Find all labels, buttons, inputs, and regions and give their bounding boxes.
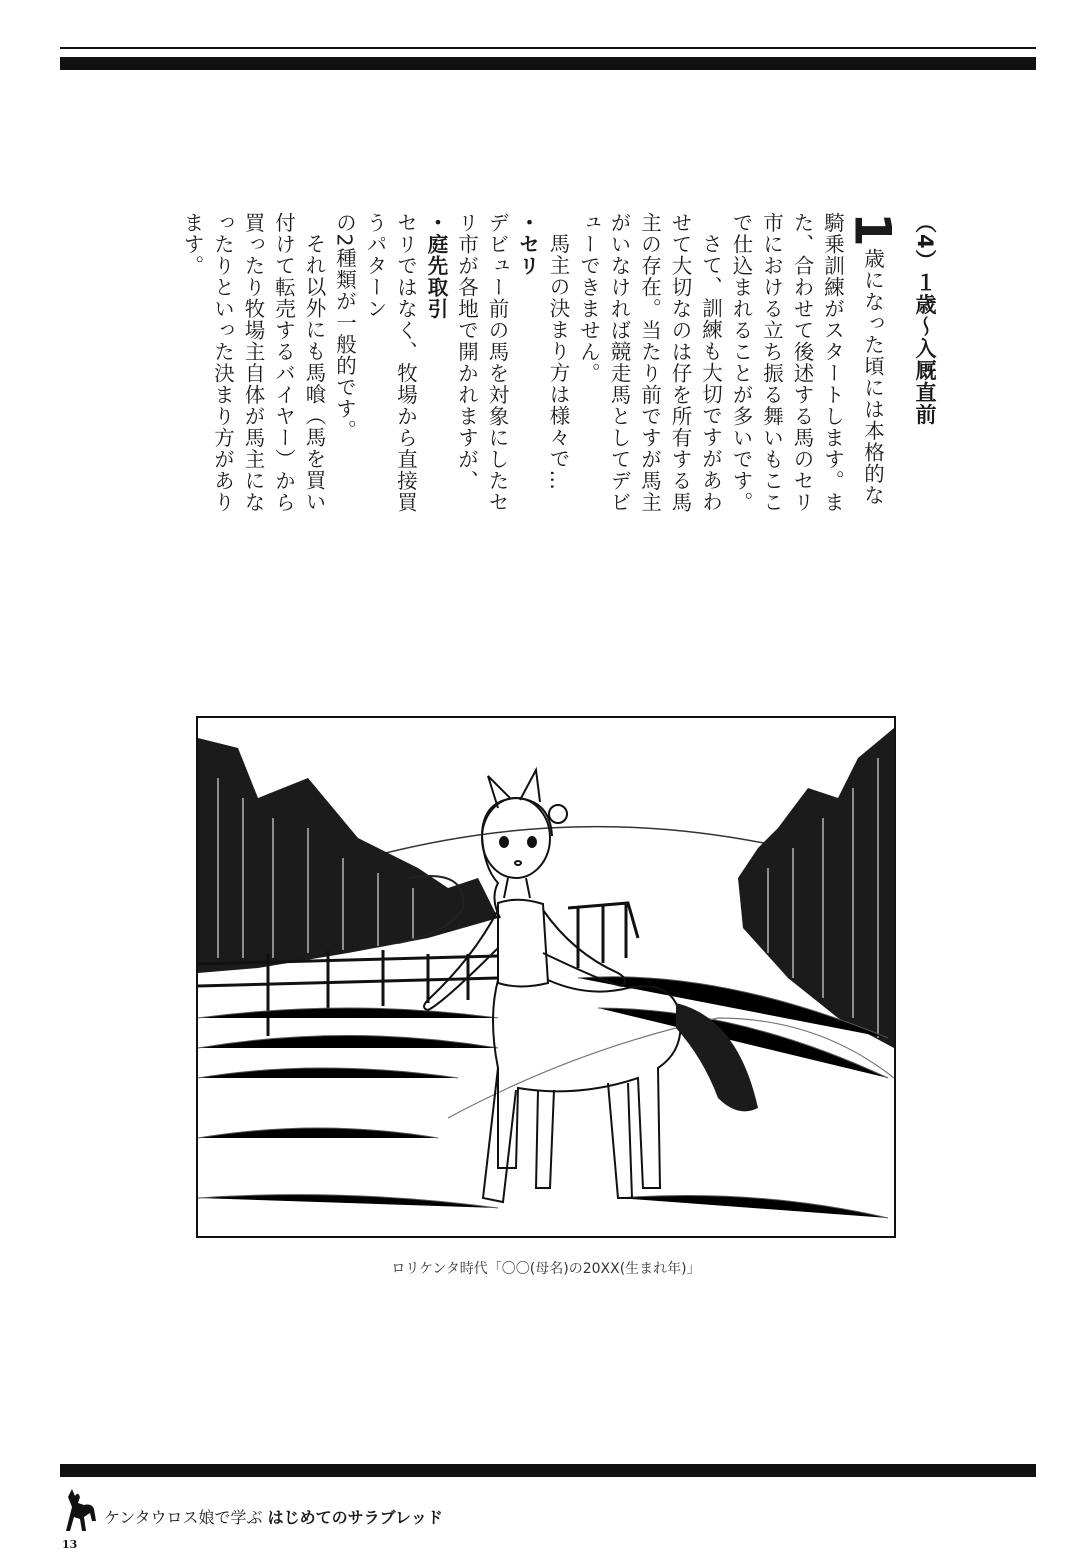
paragraph-6: の2種類が一般的です。: [332, 212, 357, 442]
body-text-vertical: [140, 212, 940, 522]
page-number: 13: [62, 1538, 78, 1551]
header-thick-rule: [60, 57, 1036, 70]
paragraph-4: デビュー前の馬を対象にしたセリ市が各地で開かれますが、: [454, 212, 509, 513]
paragraph-2: さて、訓練も大切ですがあわせて大切なのは仔を所有する馬主の存在。当たり前ですが馬主がいなければ競走馬としてデビューできません。: [576, 212, 723, 513]
illustration-centaur-pasture: [196, 716, 896, 1238]
centaur-logo-icon: [62, 1487, 98, 1537]
paragraph-1-text: 歳になった頃には本格的な騎乗訓練がスタートします。また、合わせて後述する馬のセリ市における立ち振る舞いもここで仕込まれることが多いです。: [729, 212, 885, 513]
label-niwasaki: ・庭先取引: [424, 212, 448, 320]
section-heading: （4）１歳〜入厩直前: [913, 212, 937, 426]
header-thin-rule: [60, 47, 1036, 49]
illustration-caption: ロリケンタ時代「〇〇(母名)の20XX(生まれ年)」: [391, 1261, 701, 1277]
paragraph-5: セリではなく、牧場から直接買うパターン: [363, 212, 418, 513]
paragraph-3: 馬主の決まり方は様々で…: [546, 232, 570, 491]
label-seri: ・セリ: [515, 212, 540, 277]
footer-title-main: はじめてのサラブレッド: [267, 1508, 443, 1527]
footer-title-prefix: ケンタウロス娘で学ぶ: [104, 1508, 263, 1527]
paragraph-7: それ以外にも馬喰（馬を買い付けて転売するバイヤー）から買ったり牧場主自体が馬主になったりといった決まり方があります。: [180, 212, 326, 513]
footer-thick-rule: [60, 1464, 1036, 1477]
illustration-drawing: [198, 718, 894, 1236]
footer-book-title: [104, 1505, 443, 1528]
big-numeral: 1: [843, 212, 902, 248]
paragraph-1: [726, 212, 902, 522]
